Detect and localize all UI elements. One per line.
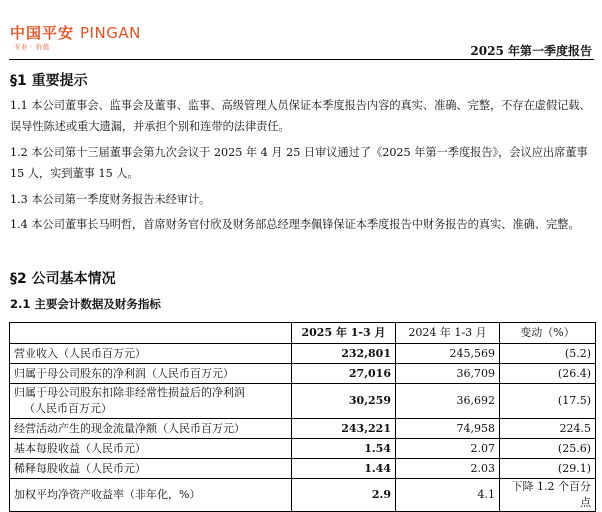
row-label-multiline (10, 384, 292, 419)
change-value: (5.2) (500, 344, 596, 364)
current-value: 30,259 (292, 384, 396, 419)
report-title: 2025 年第一季度报告 (470, 44, 592, 58)
change-value: 下降 1.2 个百分点 (500, 479, 596, 512)
paragraph-1-1: 1.1 本公司董事会、监事会及董事、监事、高级管理人员保证本季度报告内容的真实、准确、完整，不存在虚假记载、误导性陈述或重大遗漏，并承担个别和连带的法律责任。 (10, 99, 591, 133)
row-label: 经营活动产生的现金流量净额（人民币百万元） (10, 419, 292, 439)
column-header-2024q1: 2024 年 1-3 月 (396, 323, 500, 344)
paragraph-1-3: 1.3 本公司第一季度财务报告未经审计。 (10, 193, 211, 206)
row-label: 营业收入（人民币百万元） (10, 344, 292, 364)
company-logo (10, 22, 141, 43)
row-label: 加权平均净资产收益率（非年化，%） (10, 479, 292, 512)
logo-chinese-text: 中国平安 (10, 24, 75, 42)
column-header-item (10, 323, 292, 344)
logo-english-text: PINGAN (80, 24, 141, 42)
row-label: 稀释每股收益（人民币元） (10, 459, 292, 479)
change-value: (29.1) (500, 459, 596, 479)
current-value: 2.9 (292, 479, 396, 512)
financial-indicators-table (9, 322, 596, 512)
section-2-heading: §2 公司基本情况 (10, 271, 116, 287)
current-value: 243,221 (292, 419, 396, 439)
paragraph-1-4: 1.4 本公司董事长马明哲，首席财务官付欣及财务部总经理李佩锋保证本季度报告中财务报告的真实、准确、完整。 (10, 218, 580, 231)
table-row (10, 364, 596, 384)
prior-value: 36,692 (396, 384, 500, 419)
prior-value: 4.1 (396, 479, 500, 512)
row-label: 基本每股收益（人民币元） (10, 439, 292, 459)
row-label: 归属于母公司股东的净利润（人民币百万元） (10, 364, 292, 384)
change-value: 224.5 (500, 419, 596, 439)
paragraph-1-2: 1.2 本公司第十三届董事会第九次会议于 2025 年 4 月 25 日审议通过了《2025 年第一季度报告》，会议应出席董事 15 人，实到董事 15 人。 (10, 146, 588, 180)
prior-value: 2.07 (396, 439, 500, 459)
subsection-2-1-heading: 2.1 主要会计数据及财务指标 (10, 297, 161, 311)
row-label: 归属于母公司股东扣除非经常性损益后的净利润 (14, 386, 245, 399)
table-row (10, 479, 596, 512)
current-value: 1.54 (292, 439, 396, 459)
current-value: 27,016 (292, 364, 396, 384)
logo-tagline: 专业 · 价值 (14, 43, 50, 51)
prior-value: 36,709 (396, 364, 500, 384)
table-row (10, 459, 596, 479)
change-value: (25.6) (500, 439, 596, 459)
column-header-2025q1: 2025 年 1-3 月 (292, 323, 396, 344)
page-header (0, 0, 602, 62)
table-row (10, 419, 596, 439)
header-divider (9, 59, 594, 60)
change-value: (17.5) (500, 384, 596, 419)
prior-value: 2.03 (396, 459, 500, 479)
row-label-unit: （人民币百万元） (24, 402, 112, 415)
current-value: 232,801 (292, 344, 396, 364)
table-row (10, 439, 596, 459)
section-1-heading: §1 重要提示 (10, 73, 88, 89)
change-value: (26.4) (500, 364, 596, 384)
current-value: 1.44 (292, 459, 396, 479)
table-row (10, 344, 596, 364)
prior-value: 245,569 (396, 344, 500, 364)
column-header-change: 变动（%） (500, 323, 596, 344)
prior-value: 74,958 (396, 419, 500, 439)
table-row (10, 384, 596, 419)
table-header-row (10, 323, 596, 344)
